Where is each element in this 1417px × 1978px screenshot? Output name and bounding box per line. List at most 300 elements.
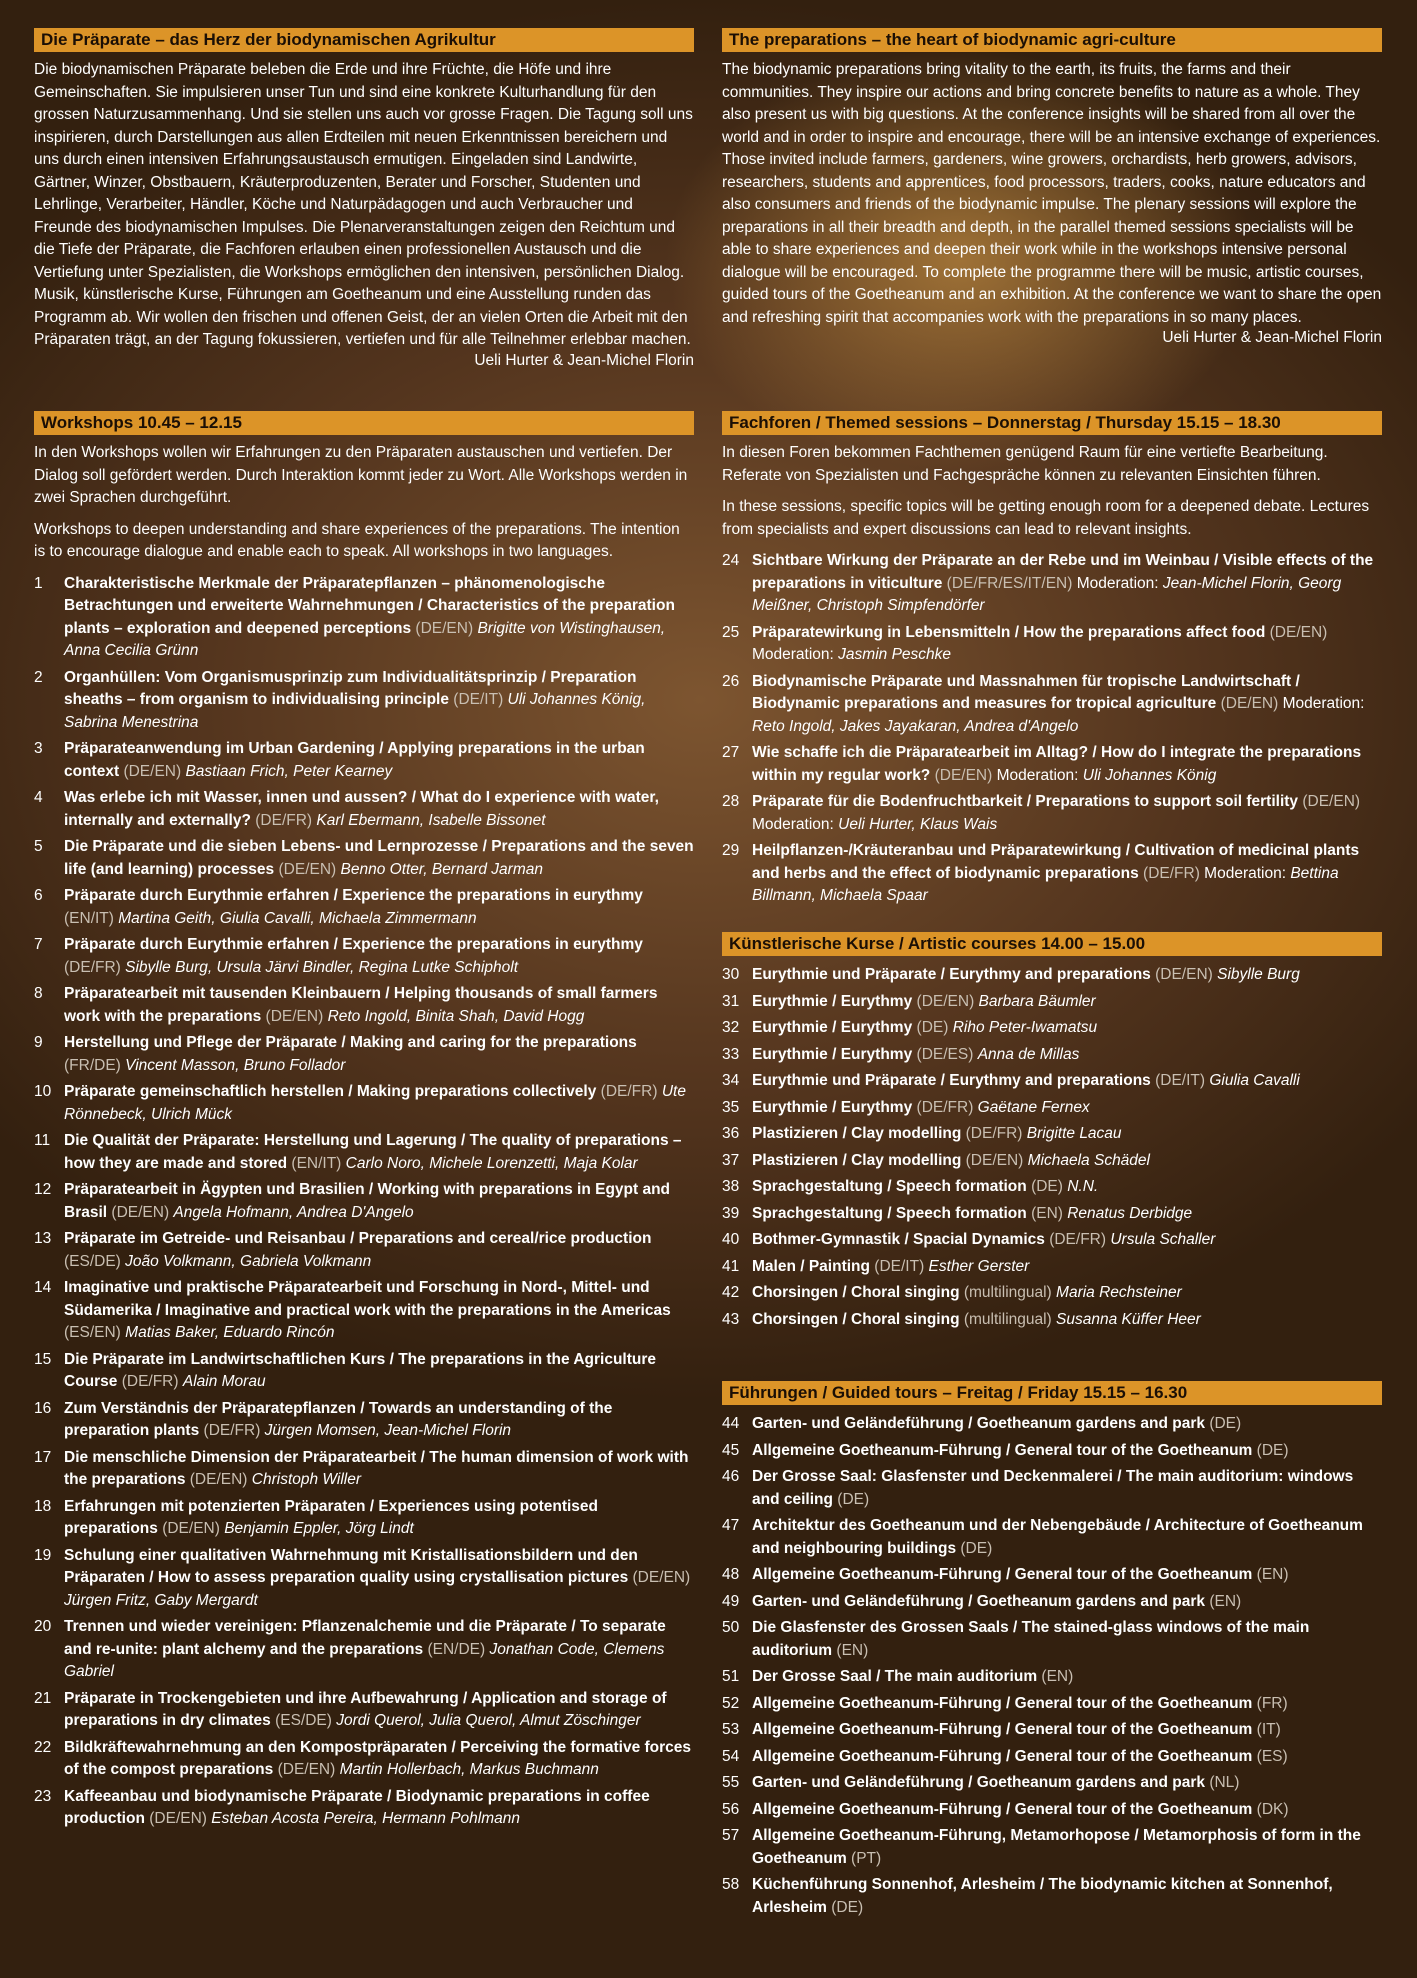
item-body: [752, 1282, 1382, 1305]
item-body: [752, 1746, 1382, 1769]
item-title: Heilpflanzen-/Kräuteranbau und Präparatewirkung / Cultivation of medicinal plants and herbs and the effect of biodynamic preparations: [752, 842, 1360, 882]
list-item: [34, 1786, 694, 1831]
item-number: 8: [34, 985, 43, 1002]
intro-de-signature: Ueli Hurter & Jean-Michel Florin: [474, 351, 694, 369]
item-number: 24: [722, 552, 740, 569]
list-item: [34, 738, 694, 783]
moderation-label: Moderation:: [996, 766, 1079, 784]
item-people: Susanna Küffer Heer: [1056, 1310, 1201, 1328]
item-people: Esteban Acosta Pereira, Hermann Pohlmann: [211, 1810, 520, 1827]
item-body: [752, 1440, 1382, 1463]
item-people: Michaela Schädel: [1027, 1151, 1150, 1169]
item-title: Garten- und Geländeführung / Goetheanum gardens and park: [752, 1592, 1205, 1610]
item-number: 3: [34, 740, 43, 757]
item-people: N.N.: [1067, 1178, 1099, 1195]
item-title: Präparate im Getreide- und Reisanbau / Preparations and cereal/rice production: [64, 1230, 652, 1247]
item-languages: (EN): [1031, 1204, 1063, 1222]
item-languages: (DE/ES): [916, 1045, 974, 1063]
list-item: [722, 1719, 1382, 1742]
item-languages: (FR): [1256, 1694, 1288, 1712]
item-title: Chorsingen / Choral singing: [752, 1284, 960, 1301]
item-number: 14: [34, 1279, 52, 1296]
item-number: 18: [34, 1497, 52, 1515]
item-languages: (multilingual): [963, 1284, 1052, 1301]
list-item: [722, 1591, 1382, 1614]
moderation-label: Moderation:: [752, 815, 834, 833]
list-item: [34, 667, 694, 735]
item-number: 13: [34, 1230, 52, 1247]
item-body: [752, 1466, 1382, 1511]
list-item: [34, 1228, 694, 1273]
item-languages: (EN): [1209, 1592, 1242, 1610]
item-number: 16: [34, 1399, 52, 1417]
item-number: 41: [722, 1257, 740, 1275]
item-title: Präparate in Trockengebieten und ihre Aufbewahrung / Application and storage of preparations in dry climates: [64, 1689, 667, 1729]
item-number: 23: [34, 1787, 52, 1805]
item-number: 15: [34, 1350, 52, 1368]
item-body: [752, 1666, 1382, 1689]
item-number: 21: [34, 1689, 52, 1707]
list-item: [34, 787, 694, 832]
item-title: Allgemeine Goetheanum-Führung / General tour of the Goetheanum: [752, 1441, 1253, 1459]
item-people: Angela Hofmann, Andrea D'Angelo: [173, 1203, 414, 1221]
item-title: Allgemeine Goetheanum-Führung / General tour of the Goetheanum: [752, 1747, 1253, 1765]
item-people: Barbara Bäumler: [978, 992, 1096, 1010]
item-number: 10: [34, 1083, 52, 1100]
item-number: 37: [722, 1151, 740, 1169]
item-title: Die Glasfenster des Grossen Saals / The stained-glass windows of the main auditorium: [752, 1619, 1310, 1659]
item-number: 54: [722, 1747, 740, 1765]
item-body: [752, 1070, 1382, 1093]
item-people: Esther Gerster: [928, 1257, 1030, 1275]
item-people: Martina Geith, Giulia Cavalli, Michaela Zimmermann: [118, 909, 477, 927]
item-number: 26: [722, 672, 740, 690]
item-people: Benno Otter, Bernard Jarman: [340, 860, 543, 878]
item-title: Biodynamische Präparate und Massnahmen für tropische Landwirtschaft / Biodynamic preparations and measures for tropical agriculture: [752, 672, 1300, 712]
item-body: [64, 738, 694, 783]
list-item: [722, 1150, 1382, 1173]
list-item: [722, 1440, 1382, 1463]
item-title: Schulung einer qualitativen Wahrnehmung mit Kristallisationsbildern und den Präparaten / How to assess preparation quality using crystallisation pictures: [64, 1546, 638, 1586]
item-people: Bastiaan Frich, Peter Kearney: [185, 762, 393, 780]
item-body: [752, 1564, 1382, 1587]
item-body: [752, 1097, 1382, 1120]
item-body: [752, 1309, 1382, 1332]
list-item: [34, 1277, 694, 1345]
item-languages: (FR/DE): [64, 1056, 121, 1074]
item-title: Eurythmie / Eurythmy: [752, 1045, 913, 1063]
item-number: 19: [34, 1546, 52, 1564]
item-title: Imaginative und praktische Präparatearbeit und Forschung in Nord-, Mittel- und Südamerika / Imaginative and practical work with the preparations in the Americas: [64, 1279, 671, 1319]
item-languages: (DE/EN): [278, 860, 337, 878]
item-people: Karl Ebermann, Isabelle Bissonet: [316, 811, 546, 829]
item-title: Präparatewirkung in Lebensmitteln / How the preparations affect food: [752, 623, 1266, 641]
item-body: [752, 622, 1382, 667]
item-body: [64, 1616, 694, 1684]
list-item: [722, 1413, 1382, 1436]
item-title: Eurythmie und Präparate / Eurythmy and preparations: [752, 966, 1151, 983]
item-title: Die Präparate und die sieben Lebens- und Lernprozesse / Preparations and the seven life (and learning) processes: [64, 838, 694, 878]
item-title: Charakteristische Merkmale der Präparatepflanzen – phänomenologische Betrachtungen und erweiterte Wahrnehmungen / Characteristics of the preparation plants – exploration and deepened perceptions: [64, 574, 675, 637]
item-body: [64, 1228, 694, 1273]
item-title: Trennen und wieder vereinigen: Pflanzenalchemie und die Präparate / To separate and re-unite: plant alchemy and the preparations: [64, 1618, 666, 1658]
item-languages: (DE/EN): [1302, 793, 1361, 810]
item-languages: (DE/EN): [265, 1007, 324, 1025]
item-languages: (DE/EN): [111, 1203, 170, 1221]
item-languages: (DE/EN): [1269, 623, 1328, 641]
item-languages: (DE/IT): [874, 1257, 925, 1275]
item-languages: (DE/FR): [121, 1373, 179, 1390]
item-body: [64, 1496, 694, 1541]
item-body: [64, 1688, 694, 1733]
item-languages: (DE/IT): [453, 691, 504, 708]
item-body: [64, 1081, 694, 1126]
item-languages: (DE): [837, 1490, 870, 1508]
item-number: 7: [34, 936, 43, 953]
intro-en-signature: Ueli Hurter & Jean-Michel Florin: [1162, 329, 1382, 346]
item-body: [64, 983, 694, 1028]
item-people: Sibylle Burg, Ursula Järvi Bindler, Regina Lutke Schipholt: [125, 958, 519, 976]
list-item: [722, 1282, 1382, 1305]
item-body: [64, 573, 694, 663]
item-number: 9: [34, 1034, 43, 1051]
artistic-list: [722, 964, 1382, 1331]
item-title: Sprachgestaltung / Speech formation: [752, 1178, 1027, 1195]
item-number: 29: [722, 842, 740, 859]
item-people: Bettina Billmann, Michaela Spaar: [752, 864, 1339, 904]
list-item: [34, 1349, 694, 1394]
item-languages: (EN): [1041, 1668, 1074, 1685]
item-title: Präparate durch Eurythmie erfahren / Experience the preparations in eurythmy: [64, 887, 643, 904]
item-number: 17: [34, 1448, 52, 1466]
list-item: [34, 836, 694, 881]
item-people: Anna de Millas: [977, 1045, 1080, 1063]
item-languages: (EN/DE): [427, 1640, 486, 1658]
item-people: Jürgen Momsen, Jean-Michel Florin: [264, 1422, 512, 1439]
item-title: Was erlebe ich mit Wasser, innen und aussen? / What do I experience with water, internally and externally?: [64, 789, 659, 829]
item-languages: (DE): [1256, 1441, 1289, 1459]
item-people: Uli Johannes König: [1082, 766, 1217, 784]
item-title: Präparate durch Eurythmie erfahren / Experience the preparations in eurythmy: [64, 936, 643, 953]
item-people: Uli Johannes König, Sabrina Menestrina: [64, 691, 646, 731]
item-body: [752, 742, 1382, 787]
list-item: [34, 1447, 694, 1492]
list-item: [722, 1309, 1382, 1332]
list-item: [722, 550, 1382, 618]
tours-list: [722, 1413, 1382, 1919]
list-item: [722, 1772, 1382, 1795]
item-title: Sprachgestaltung / Speech formation: [752, 1204, 1027, 1222]
item-body: [64, 1349, 694, 1394]
workshops-list: [34, 573, 694, 1831]
item-languages: (DE/EN): [415, 619, 474, 637]
list-item: [722, 1825, 1382, 1870]
item-title: Küchenführung Sonnenhof, Arlesheim / The biodynamic kitchen at Sonnenhof, Arlesheim: [752, 1876, 1333, 1916]
item-number: 49: [722, 1592, 740, 1610]
list-item: [722, 1097, 1382, 1120]
item-title: Allgemeine Goetheanum-Führung / General tour of the Goetheanum: [752, 1800, 1253, 1818]
item-body: [752, 791, 1382, 836]
list-item: [34, 1081, 694, 1126]
item-body: [64, 1277, 694, 1345]
item-body: [752, 1719, 1382, 1742]
item-languages: (DE/FR): [203, 1422, 261, 1439]
item-languages: (ES/DE): [64, 1252, 121, 1270]
item-number: 27: [722, 744, 740, 761]
list-item: [34, 1545, 694, 1613]
themed-header: Fachforen / Themed sessions – Donnerstag / Thursday 15.15 – 18.30: [722, 411, 1382, 435]
list-item: [34, 1032, 694, 1077]
item-body: [752, 1515, 1382, 1560]
item-number: 4: [34, 789, 43, 806]
item-people: Jürgen Fritz, Gaby Mergardt: [64, 1591, 258, 1609]
intro-en-section: [722, 28, 1382, 350]
list-item: [722, 1874, 1382, 1919]
list-item: [34, 573, 694, 663]
moderation-label: Moderation:: [752, 646, 834, 663]
item-number: 45: [722, 1441, 740, 1459]
list-item: [34, 983, 694, 1028]
tours-section: [722, 1381, 1382, 1923]
list-item: [34, 1130, 694, 1175]
item-body: [64, 1032, 694, 1077]
item-title: Wie schaffe ich die Präparatearbeit im Alltag? / How do I integrate the preparations within my regular work?: [752, 744, 1362, 784]
item-people: Riho Peter-Iwamatsu: [952, 1019, 1098, 1036]
item-number: 53: [722, 1721, 740, 1738]
item-number: 32: [722, 1019, 740, 1036]
item-title: Chorsingen / Choral singing: [752, 1310, 960, 1328]
item-body: [752, 1044, 1382, 1067]
item-title: Sichtbare Wirkung der Präparate an der Rebe und im Weinbau / Visible effects of the preparations in viticulture: [752, 552, 1374, 592]
list-item: [722, 1176, 1382, 1199]
item-people: Giulia Cavalli: [1209, 1072, 1300, 1089]
item-people: Alain Morau: [182, 1373, 266, 1390]
item-body: [752, 1256, 1382, 1279]
item-body: [64, 1786, 694, 1831]
item-languages: (DK): [1256, 1800, 1289, 1818]
list-item: [34, 1398, 694, 1443]
list-item: [722, 1617, 1382, 1662]
item-languages: (EN): [1256, 1566, 1289, 1583]
themed-list: [722, 550, 1382, 908]
item-people: Ute Rönnebeck, Ulrich Mück: [64, 1083, 686, 1123]
list-item: [34, 1616, 694, 1684]
item-body: [752, 1591, 1382, 1614]
intro-en-header: The preparations – the heart of biodynamic agri-culture: [722, 28, 1382, 52]
list-item: [34, 1737, 694, 1782]
item-body: [64, 1179, 694, 1224]
themed-intro-en: In these sessions, specific topics will be getting enough room for a deepened debate. Lectures from specialists and expert discussions can lead to relevant insights.: [722, 498, 1370, 538]
item-number: 43: [722, 1310, 740, 1328]
item-languages: (DE/EN): [965, 1151, 1024, 1169]
item-number: 42: [722, 1284, 740, 1301]
item-title: Präparateanwendung im Urban Gardening / Applying preparations in the urban context: [64, 740, 645, 780]
item-title: Kaffeeanbau und biodynamische Präparate / Biodynamic preparations in coffee production: [64, 1787, 650, 1827]
list-item: [722, 1746, 1382, 1769]
intro-de-section: [34, 28, 694, 372]
item-languages: (DE/FR): [1143, 864, 1200, 882]
item-title: Der Grosse Saal: Glasfenster und Deckenmalerei / The main auditorium: windows and ceiling: [752, 1468, 1354, 1508]
item-languages: (DE/EN): [1155, 966, 1213, 983]
item-number: 44: [722, 1415, 740, 1432]
list-item: [722, 1666, 1382, 1689]
item-languages: (DE/EN): [916, 992, 975, 1010]
moderation-label: Moderation:: [1076, 574, 1159, 592]
item-number: 12: [34, 1181, 52, 1198]
list-item: [722, 1229, 1382, 1252]
item-body: [752, 1617, 1382, 1662]
item-people: João Volkmann, Gabriela Volkmann: [125, 1252, 372, 1270]
item-number: 28: [722, 793, 740, 810]
item-body: [64, 1130, 694, 1175]
item-number: 34: [722, 1072, 740, 1089]
list-item: [722, 991, 1382, 1014]
item-languages: (DE/IT): [1155, 1072, 1206, 1089]
item-title: Präparatearbeit mit tausenden Kleinbauern / Helping thousands of small farmers work with the preparations: [64, 985, 658, 1025]
item-languages: (DE/EN): [277, 1761, 336, 1778]
item-people: Brigitte Lacau: [1026, 1125, 1122, 1142]
item-number: 51: [722, 1668, 740, 1685]
item-title: Organhüllen: Vom Organismusprinzip zum Individualitätsprinzip / Preparation sheaths – from organism to individualising principle: [64, 668, 637, 708]
item-title: Malen / Painting: [752, 1257, 870, 1275]
list-item: [34, 1179, 694, 1224]
item-number: 11: [34, 1132, 51, 1149]
item-languages: (DE/EN): [632, 1569, 691, 1586]
item-people: Jean-Michel Florin, Georg Meißner, Christoph Simpfendörfer: [752, 574, 1342, 614]
list-item: [722, 1017, 1382, 1040]
item-people: Vincent Masson, Bruno Follador: [125, 1056, 346, 1074]
item-body: [752, 550, 1382, 618]
item-languages: (DE): [960, 1539, 993, 1557]
item-body: [752, 671, 1382, 739]
item-number: 6: [34, 887, 43, 904]
item-languages: (DE/FR): [64, 958, 121, 976]
item-number: 57: [722, 1827, 740, 1844]
item-languages: (DE/FR/ES/IT/EN): [946, 574, 1073, 592]
item-title: Bildkräftewahrnehmung an den Kompostpräparaten / Perceiving the formative forces of the compost preparations: [64, 1738, 692, 1778]
item-number: 31: [722, 992, 740, 1010]
item-body: [752, 1772, 1382, 1795]
item-languages: (DE/EN): [1220, 695, 1279, 712]
item-body: [64, 1398, 694, 1443]
item-number: 48: [722, 1566, 740, 1583]
item-people: Reto Ingold, Binita Shah, David Hogg: [327, 1007, 585, 1025]
item-number: 58: [722, 1876, 740, 1893]
item-title: Eurythmie und Präparate / Eurythmy and preparations: [752, 1072, 1151, 1089]
item-body: [752, 1229, 1382, 1252]
list-item: [722, 1070, 1382, 1093]
item-body: [64, 1447, 694, 1492]
item-languages: (EN/IT): [64, 909, 114, 927]
item-people: Jordi Querol, Julia Querol, Almut Zöschinger: [336, 1712, 641, 1729]
item-people: Brigitte von Wistinghausen, Anna Cecilia Grünn: [64, 619, 666, 659]
workshops-intro-de: In den Workshops wollen wir Erfahrungen zu den Präparaten austauschen und vertiefen. Der Dialog soll gefördert werden. Durch Interaktion kommt jeder zu Wort. Alle Workshops werden in zwei Sprachen durchgeführt.: [34, 444, 688, 506]
item-number: 55: [722, 1774, 740, 1791]
artistic-section: [722, 932, 1382, 1335]
item-number: 38: [722, 1178, 740, 1195]
intro-en-text: The biodynamic preparations bring vitality to the earth, its fruits, the farms and their communities. They inspire our actions and bring concrete benefits to nature as a whole. They also present us with big questions. At the conference insights will be shared from all over the world and in order to inspire and encourage, there will be an intensive exchange of experiences. Those invited include farmers, gardeners, wine growers, orchardists, herb growers, advisors, researchers, students and apprentices, food processors, traders, cooks, nature educators and also consumers and friends of the biodynamic impulse. The plenary sessions will explore the preparations in all their breadth and depth, in the parallel themed sessions specialists will be able to share experiences and deepen their work while in the workshops intensive personal dialogue will be encouraged. To complete the programme there will be music, artistic courses, guided tours of the Goetheanum and an exhibition. At the conference we want to share the open and refreshing spirit that accompanies work with the preparations in so many places.: [722, 61, 1382, 326]
item-languages: (DE/FR): [600, 1083, 658, 1100]
item-languages: (ES/DE): [275, 1712, 332, 1729]
item-title: Präparatearbeit in Ägypten und Brasilien / Working with preparations in Egypt and Brasil: [64, 1181, 671, 1221]
list-item: [34, 934, 694, 979]
item-languages: (multilingual): [963, 1310, 1052, 1328]
item-people: Matias Baker, Eduardo Rincón: [125, 1324, 335, 1341]
item-people: Ueli Hurter, Klaus Wais: [838, 815, 998, 833]
item-languages: (PT): [851, 1849, 882, 1867]
list-item: [722, 671, 1382, 739]
workshops-section: [34, 411, 694, 1835]
list-item: [722, 791, 1382, 836]
item-languages: (DE): [831, 1898, 864, 1916]
moderation-label: Moderation:: [1204, 864, 1287, 882]
item-people: Reto Ingold, Jakes Jayakaran, Andrea d'Angelo: [752, 717, 1079, 735]
item-number: 30: [722, 966, 740, 983]
item-languages: (DE/FR): [255, 811, 313, 829]
item-people: Renatus Derbidge: [1067, 1204, 1193, 1222]
item-title: Architektur des Goetheanum und der Nebengebäude / Architecture of Goetheanum and neighbouring buildings: [752, 1517, 1363, 1557]
item-title: Die Qualität der Präparate: Herstellung und Lagerung / The quality of preparations – how they are made and stored: [64, 1132, 682, 1172]
item-number: 47: [722, 1517, 740, 1534]
item-title: Bothmer-Gymnastik / Spacial Dynamics: [752, 1231, 1045, 1248]
item-languages: (DE/EN): [149, 1810, 207, 1827]
item-body: [64, 836, 694, 881]
item-title: Plastizieren / Clay modelling: [752, 1125, 962, 1142]
list-item: [722, 1564, 1382, 1587]
item-languages: (DE/FR): [916, 1098, 974, 1116]
item-languages: (DE): [1209, 1415, 1242, 1432]
item-number: 20: [34, 1618, 52, 1635]
item-languages: (DE): [916, 1019, 949, 1036]
item-title: Allgemeine Goetheanum-Führung / General tour of the Goetheanum: [752, 1694, 1253, 1712]
list-item: [722, 1203, 1382, 1226]
item-number: 39: [722, 1204, 740, 1222]
item-languages: (DE/EN): [162, 1520, 220, 1537]
item-number: 22: [34, 1738, 52, 1756]
item-people: Maria Rechsteiner: [1056, 1284, 1182, 1301]
item-body: [64, 885, 694, 930]
themed-section: [722, 411, 1382, 912]
themed-intro-de: In diesen Foren bekommen Fachthemen genügend Raum für eine vertiefte Bearbeitung. Referate von Spezialisten und Fachgespräche können zu relevanten Einsichten führen.: [722, 444, 1328, 484]
item-people: Benjamin Eppler, Jörg Lindt: [224, 1520, 414, 1537]
item-body: [64, 934, 694, 979]
item-people: Christoph Willer: [251, 1471, 362, 1488]
item-title: Herstellung und Pflege der Präparate / Making and caring for the preparations: [64, 1034, 637, 1051]
list-item: [722, 1693, 1382, 1716]
item-body: [752, 1017, 1382, 1040]
item-people: Jonathan Code, Clemens Gabriel: [64, 1640, 665, 1680]
item-people: Ursula Schaller: [1110, 1231, 1216, 1248]
list-item: [34, 1688, 694, 1733]
item-body: [64, 667, 694, 735]
item-languages: (DE/EN): [189, 1471, 248, 1488]
intro-de-header: Die Präparate – das Herz der biodynamischen Agrikultur: [34, 28, 694, 52]
item-body: [752, 1693, 1382, 1716]
item-title: Eurythmie / Eurythmy: [752, 1098, 913, 1116]
list-item: [722, 1256, 1382, 1279]
item-languages: (EN/IT): [291, 1154, 342, 1172]
item-title: Die Präparate im Landwirtschaftlichen Kurs / The preparations in the Agriculture Course: [64, 1350, 656, 1390]
item-title: Eurythmie / Eurythmy: [752, 1019, 913, 1036]
item-title: Präparate für die Bodenfruchtbarkeit / Preparations to support soil fertility: [752, 793, 1299, 810]
item-languages: (ES/EN): [64, 1324, 121, 1341]
list-item: [722, 622, 1382, 667]
item-body: [752, 1150, 1382, 1173]
item-number: 33: [722, 1045, 740, 1063]
list-item: [34, 885, 694, 930]
item-languages: (DE/FR): [1049, 1231, 1107, 1248]
list-item: [34, 1496, 694, 1541]
